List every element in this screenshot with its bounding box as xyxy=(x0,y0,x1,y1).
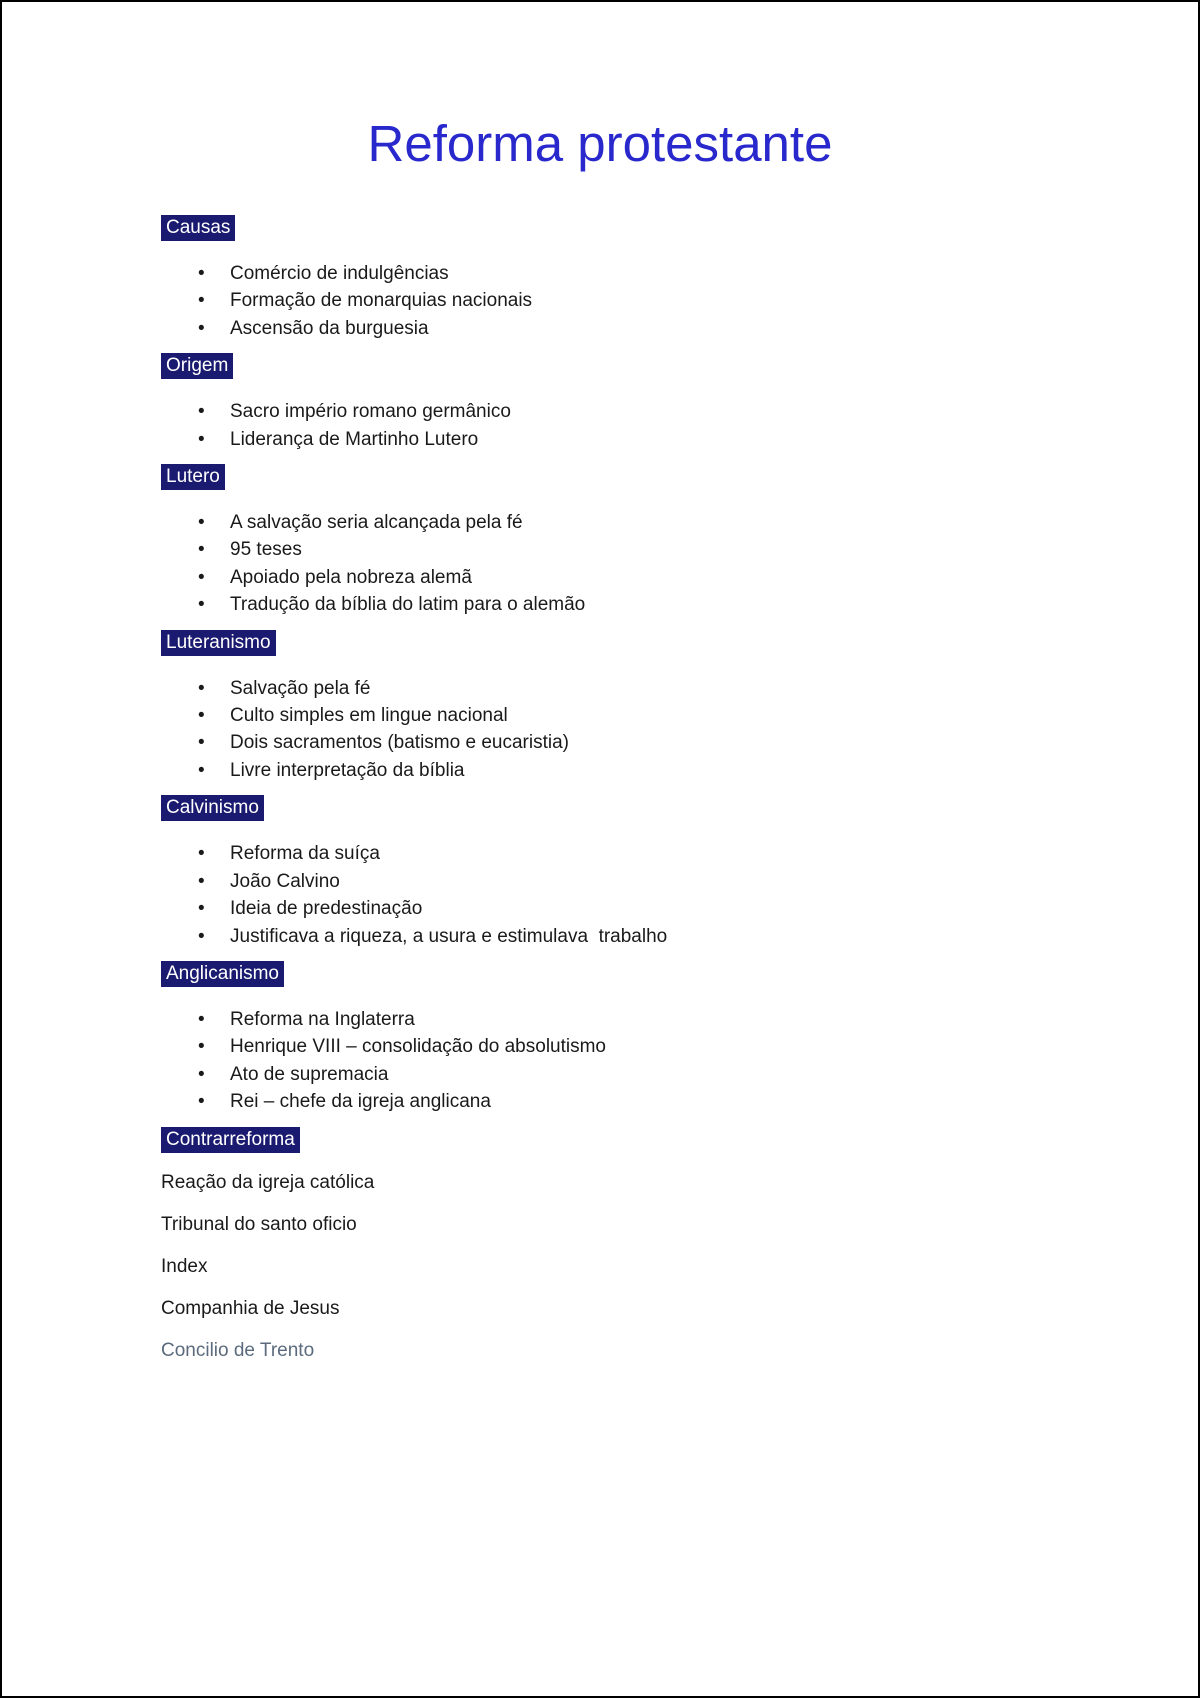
bullet-item: • Reforma da suíça xyxy=(198,840,1078,867)
bullet-item: • Dois sacramentos (batismo e eucaristia) xyxy=(198,729,1078,756)
section-header-lutero: Lutero xyxy=(161,464,225,490)
bullet-list-lutero xyxy=(161,509,1078,619)
sections-container xyxy=(161,215,1078,1361)
paragraph-item: Concilio de Trento xyxy=(161,1339,315,1361)
bullet-item: • Livre interpretação da bíblia xyxy=(198,757,1078,784)
section-header-row xyxy=(161,795,1078,821)
bullet-item: • Reforma na Inglaterra xyxy=(198,1006,1078,1033)
section-header-row xyxy=(161,961,1078,987)
section-calvinismo xyxy=(161,795,1078,950)
section-header-luteranismo: Luteranismo xyxy=(161,630,276,656)
bullet-item: • A salvação seria alcançada pela fé xyxy=(198,509,1078,536)
section-header-anglicanismo: Anglicanismo xyxy=(161,961,284,987)
section-contrarreforma xyxy=(161,1127,1078,1361)
section-header-causas: Causas xyxy=(161,215,235,241)
bullet-item: • Comércio de indulgências xyxy=(198,260,1078,287)
paragraph-item: Reação da igreja católica xyxy=(161,1171,375,1193)
bullet-list-causas xyxy=(161,260,1078,342)
bullet-list-origem xyxy=(161,398,1078,453)
bullet-item: • Sacro império romano germânico xyxy=(198,398,1078,425)
document-title: Reforma protestante xyxy=(367,115,833,172)
bullet-item: • Culto simples em lingue nacional xyxy=(198,702,1078,729)
section-header-calvinismo: Calvinismo xyxy=(161,795,264,821)
document-body xyxy=(2,215,1198,1361)
bullet-item: • 95 teses xyxy=(198,536,1078,563)
bullet-item: • Ato de supremacia xyxy=(198,1061,1078,1088)
section-causas xyxy=(161,215,1078,342)
bullet-item: • Salvação pela fé xyxy=(198,675,1078,702)
section-header-row xyxy=(161,1127,1078,1153)
bullet-list-anglicanismo xyxy=(161,1006,1078,1116)
section-lutero xyxy=(161,464,1078,619)
section-header-contrarreforma: Contrarreforma xyxy=(161,1127,300,1153)
section-origem xyxy=(161,353,1078,453)
bullet-item: • Rei – chefe da igreja anglicana xyxy=(198,1088,1078,1115)
section-luteranismo xyxy=(161,630,1078,785)
section-header-origem: Origem xyxy=(161,353,233,379)
bullet-list-luteranismo xyxy=(161,675,1078,785)
section-header-row xyxy=(161,464,1078,490)
paragraph-item: Companhia de Jesus xyxy=(161,1297,340,1319)
section-header-row xyxy=(161,630,1078,656)
bullet-item: • Tradução da bíblia do latim para o alemão xyxy=(198,591,1078,618)
section-header-row xyxy=(161,353,1078,379)
bullet-item: • Henrique VIII – consolidação do absolutismo xyxy=(198,1033,1078,1060)
bullet-item: • Ideia de predestinação xyxy=(198,895,1078,922)
bullet-item: • Ascensão da burguesia xyxy=(198,315,1078,342)
bullet-item: • Liderança de Martinho Lutero xyxy=(198,426,1078,453)
paragraph-item: Tribunal do santo oficio xyxy=(161,1213,357,1235)
section-header-row xyxy=(161,215,1078,241)
bullet-item: • João Calvino xyxy=(198,868,1078,895)
bullet-item: • Formação de monarquias nacionais xyxy=(198,287,1078,314)
paragraph-group-contrarreforma xyxy=(161,1173,1078,1361)
bullet-item: • Apoiado pela nobreza alemã xyxy=(198,564,1078,591)
paragraph-item: Index xyxy=(161,1255,208,1277)
bullet-list-calvinismo xyxy=(161,840,1078,950)
section-anglicanismo xyxy=(161,961,1078,1116)
bullet-item: • Justificava a riqueza, a usura e estimulava trabalho xyxy=(198,923,1078,950)
